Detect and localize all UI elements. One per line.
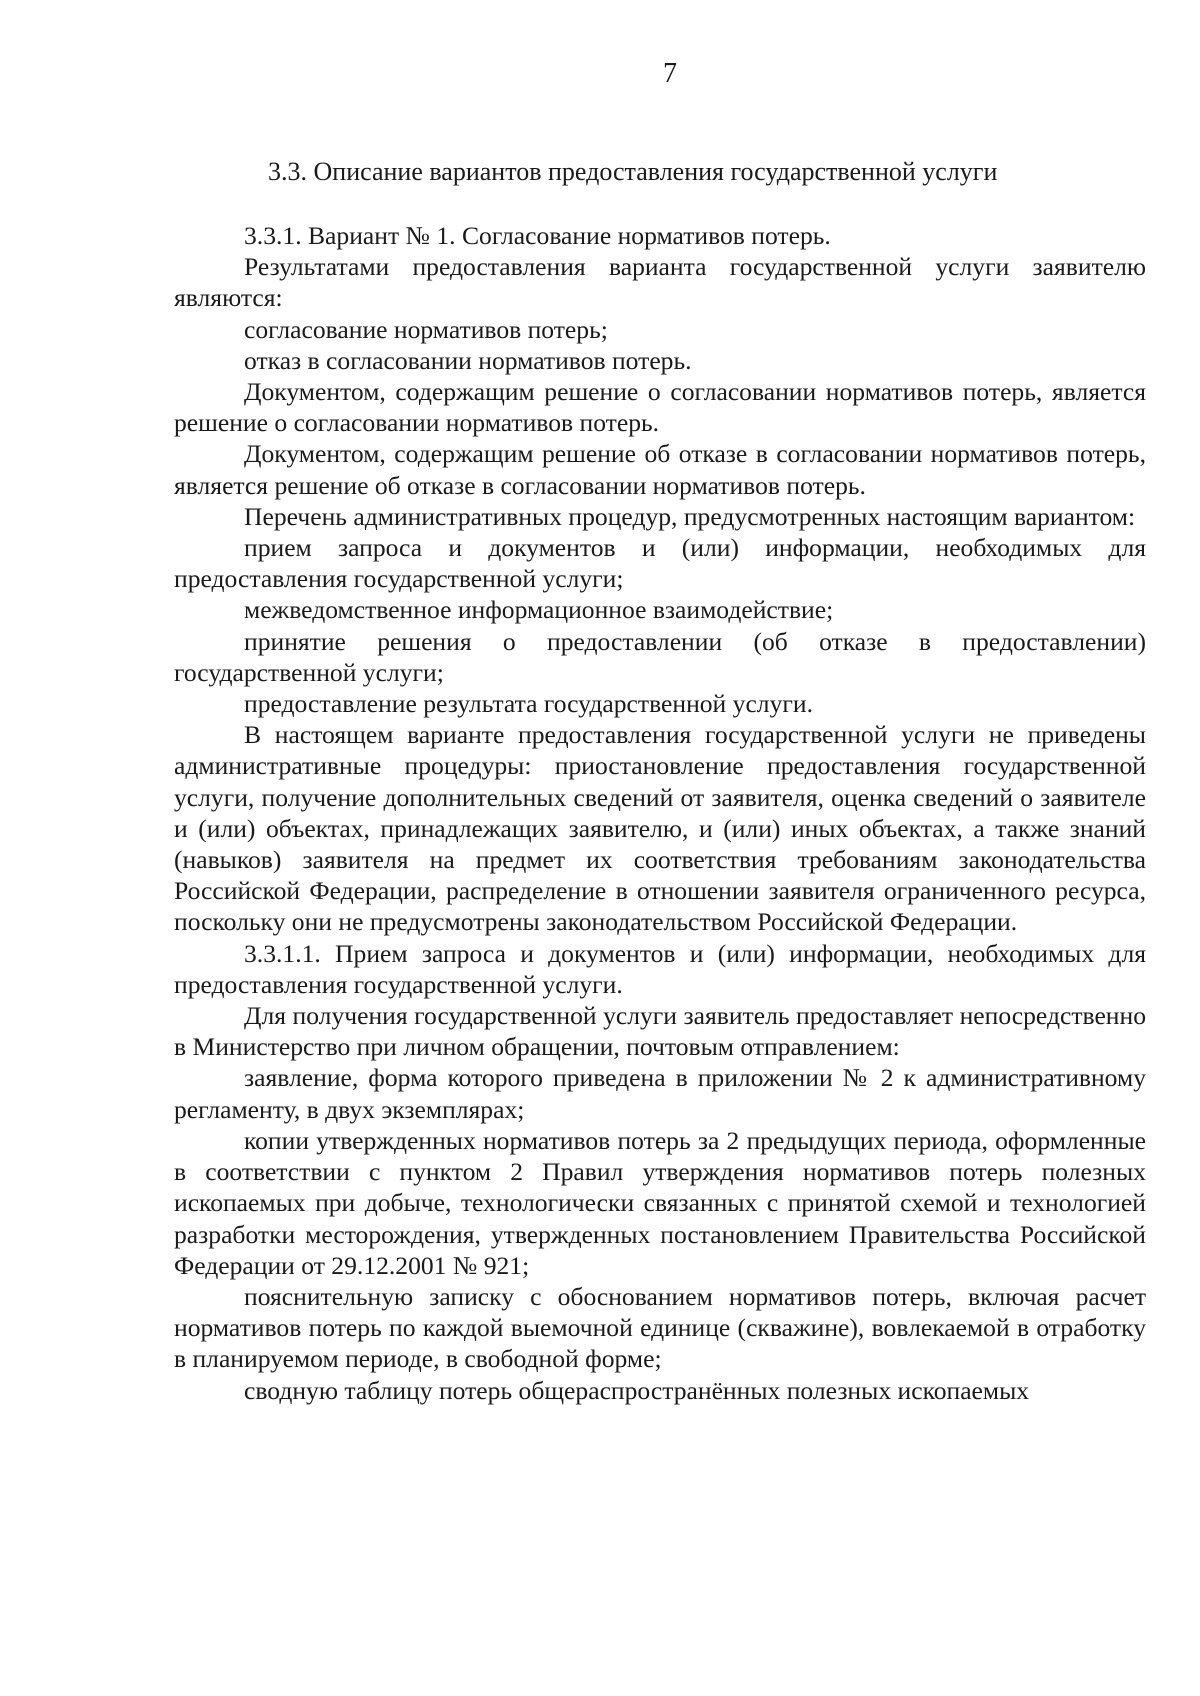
paragraph: Перечень административных процедур, предусмотренных настоящим вариантом: bbox=[244, 501, 1136, 531]
paragraph: заявление, форма которого приведена в приложении № 2 к административному регламенту, в двух экземплярах; bbox=[174, 1063, 1146, 1124]
paragraph: Для получения государственной услуги заявитель предоставляет непосредственно в Министерство при личном обращении, почтовым отправлением: bbox=[174, 1001, 1146, 1062]
paragraph: принятие решения о предоставлении (об отказе в предоставлении) государственной услуги; bbox=[174, 626, 1146, 687]
body-text bbox=[174, 220, 1146, 1406]
section-title: 3.3. Описание вариантов предоставления государственной услуги bbox=[268, 157, 998, 186]
paragraph: согласование нормативов потерь; bbox=[244, 314, 608, 344]
paragraph: 3.3.1.1. Прием запроса и документов и (или) информации, необходимых для предоставления государственной услуги. bbox=[174, 938, 1146, 999]
paragraph: пояснительную записку с обоснованием нормативов потерь, включая расчет нормативов потерь по каждой выемочной единице (скважине), вовлекаемой в отработку в планируемом периоде, в свободной форме; bbox=[174, 1281, 1146, 1374]
paragraph: Документом, содержащим решение об отказе в согласовании нормативов потерь, является решение об отказе в согласовании нормативов потерь. bbox=[174, 439, 1146, 500]
paragraph: отказ в согласовании нормативов потерь. bbox=[244, 345, 692, 375]
paragraph: предоставление результата государственной услуги. bbox=[244, 689, 813, 719]
paragraph: Результатами предоставления варианта государственной услуги заявителю являются: bbox=[174, 252, 1146, 313]
paragraph: межведомственное информационное взаимодействие; bbox=[244, 595, 834, 625]
paragraph: прием запроса и документов и (или) информации, необходимых для предоставления государственной услуги; bbox=[174, 533, 1146, 594]
paragraph: 3.3.1. Вариант № 1. Согласование нормативов потерь. bbox=[244, 221, 831, 250]
paragraph: сводную таблицу потерь общераспространённых полезных ископаемых bbox=[244, 1375, 1030, 1405]
paragraph: копии утвержденных нормативов потерь за 2 предыдущих периода, оформленные в соответствии с пунктом 2 Правил утверждения нормативов потерь полезных ископаемых при добыче, технологически связанных с принятой схемой и технологией разработки месторождения, утвержденных постановлением Правительства Российской Федерации от 29.12.2001 № 921; bbox=[174, 1125, 1146, 1280]
page-number: 7 bbox=[663, 58, 677, 89]
paragraph: Документом, содержащим решение о согласовании нормативов потерь, является решение о согласовании нормативов потерь. bbox=[174, 377, 1146, 438]
paragraph: В настоящем варианте предоставления государственной услуги не приведены административные процедуры: приостановление предоставления государственной услуги, получение дополнительных сведений от заявителя, оценка сведений о заявителе и (или) объектах, принадлежащих заявителю, и (или) иных объектах, а также знаний (навыков) заявителя на предмет их соответствия требованиям законодательства Российской Федерации, распределение в отношении заявителя ограниченного ресурса, поскольку они не предусмотрены законодательством Российской Федерации. bbox=[174, 720, 1146, 937]
